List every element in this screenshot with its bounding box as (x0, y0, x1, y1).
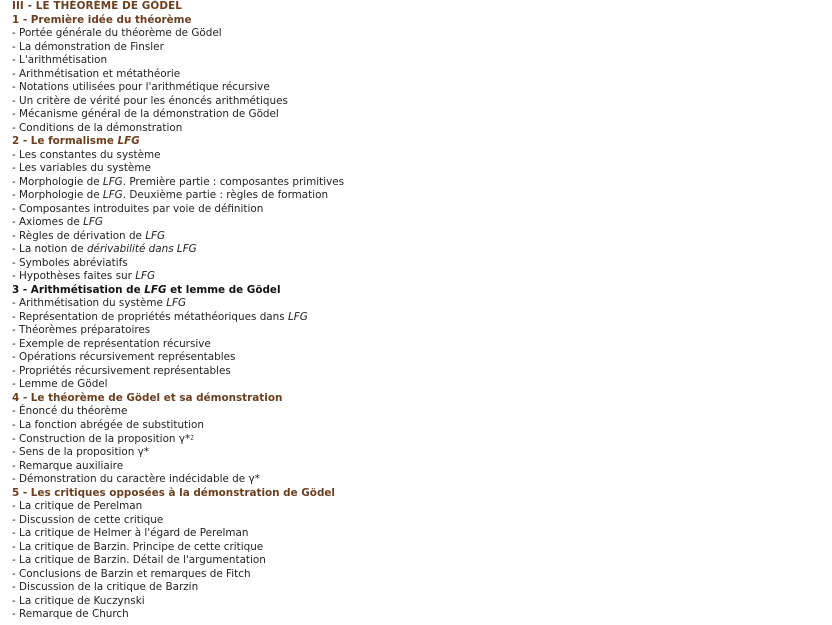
text-segment: - Démonstration du caractère indécidable de γ* (12, 473, 260, 486)
toc-item[interactable] (12, 122, 832, 136)
toc-item-link[interactable] (12, 595, 145, 607)
toc-item-link[interactable] (12, 81, 270, 93)
text-segment: 5 - Les critiques opposées à la démonstration de Gödel (12, 486, 335, 499)
text-segment: - Sens de la proposition γ* (12, 446, 149, 459)
toc-item[interactable] (12, 54, 832, 68)
text-segment: - Arithmétisation et métathéorie (12, 67, 181, 80)
toc-item-link[interactable] (12, 460, 123, 472)
text-segment: - Morphologie de (12, 175, 103, 188)
section-heading-link[interactable] (12, 284, 281, 296)
page-title: III - LE THÉORÈME DE GÖDEL (12, 0, 182, 12)
text-segment: - Composantes introduites par voie de définition (12, 202, 264, 215)
toc-item[interactable] (12, 338, 832, 352)
text-segment: - Les constantes du système (12, 148, 161, 161)
text-segment: LFG (166, 297, 187, 310)
toc-item-link[interactable] (12, 149, 161, 161)
toc-item-link[interactable] (12, 257, 128, 269)
text-segment: - Conclusions de Barzin et remarques de Fitch (12, 567, 251, 580)
toc-item[interactable] (12, 324, 832, 338)
toc-item-link[interactable] (12, 68, 180, 80)
toc-item[interactable] (12, 149, 832, 163)
text-segment: et lemme de Gödel (166, 283, 281, 296)
section-heading-1[interactable] (12, 14, 832, 28)
text-segment: - La critique de Barzin. Détail de l'argumentation (12, 554, 266, 567)
text-segment: LFG (102, 189, 123, 202)
text-segment: - Axiomes de (12, 216, 84, 229)
toc-item[interactable] (12, 230, 832, 244)
toc-item-link[interactable] (12, 162, 151, 174)
toc-item[interactable] (12, 595, 832, 609)
toc-item-link[interactable] (12, 95, 288, 107)
toc-item[interactable] (12, 216, 832, 230)
text-segment: - Théorèmes préparatoires (12, 324, 151, 337)
text-segment: - Discussion de cette critique (12, 513, 164, 526)
toc-item-link[interactable] (12, 446, 149, 458)
toc-item[interactable] (12, 41, 832, 55)
toc-item-link[interactable] (12, 554, 266, 566)
text-segment: LFG (102, 175, 123, 188)
toc-item-link[interactable] (12, 243, 197, 255)
text-segment: LFG (145, 229, 166, 242)
toc-item[interactable] (12, 81, 832, 95)
toc-item-link[interactable] (12, 527, 248, 539)
toc-item[interactable] (12, 311, 832, 325)
toc-item-link[interactable] (12, 189, 328, 201)
toc-item-link[interactable] (12, 41, 164, 53)
text-segment: - Discussion de la critique de Barzin (12, 581, 199, 594)
text-segment: LFG (83, 216, 103, 229)
toc-item[interactable] (12, 405, 832, 419)
toc-item-link[interactable] (12, 203, 263, 215)
section-heading-link[interactable] (12, 14, 192, 26)
toc-item[interactable] (12, 378, 832, 392)
text-segment: - Construction de la proposition γ*⁲ (12, 432, 194, 445)
toc-item[interactable] (12, 68, 832, 82)
text-segment: - La démonstration de Finsler (12, 40, 164, 53)
text-segment: - Énoncé du théorème (12, 405, 128, 418)
toc-item-link[interactable] (12, 500, 142, 512)
toc-item[interactable] (12, 270, 832, 284)
toc-item[interactable] (12, 608, 832, 622)
text-segment: 2 - Le formalisme (12, 135, 118, 148)
toc-item[interactable] (12, 297, 832, 311)
text-segment: 4 - Le théorème de Gödel et sa démonstration (12, 391, 283, 404)
toc-item[interactable] (12, 95, 832, 109)
text-segment: - La critique de Helmer à l'égard de Perelman (12, 527, 249, 540)
section-heading-5[interactable] (12, 487, 832, 501)
section-heading-link[interactable] (12, 392, 282, 404)
text-segment: . Deuxième partie : règles de formation (122, 189, 329, 202)
text-segment: - Règles de dérivation de (12, 229, 146, 242)
toc-item[interactable] (12, 433, 832, 447)
toc-item-link[interactable] (12, 270, 155, 282)
toc-item[interactable] (12, 419, 832, 433)
text-segment: - Notations utilisées pour l'arithmétique récursive (12, 81, 270, 94)
text-segment: LFG (117, 135, 140, 148)
text-segment: - Mécanisme général de la démonstration de Gödel (12, 108, 279, 121)
text-segment: - Remarque de Church (12, 608, 129, 621)
toc-item-link[interactable] (12, 541, 263, 553)
toc-item-link[interactable] (12, 351, 235, 363)
text-segment: - Portée générale du théorème de Gödel (12, 27, 222, 40)
toc-item[interactable] (12, 568, 832, 582)
text-segment: - La critique de Perelman (12, 500, 143, 513)
toc-item[interactable] (12, 189, 832, 203)
text-segment: - Représentation de propriétés métathéoriques dans (12, 310, 288, 323)
toc-item-link[interactable] (12, 581, 198, 593)
text-segment: - La critique de Barzin. Principe de cette critique (12, 540, 264, 553)
toc-item-link[interactable] (12, 338, 211, 350)
toc-sections (12, 14, 832, 622)
text-segment: - La notion de (12, 243, 87, 256)
text-segment: - La fonction abrégée de substitution (12, 418, 204, 431)
toc-item-link[interactable] (12, 108, 279, 120)
toc-item[interactable] (12, 162, 832, 176)
toc-item-link[interactable] (12, 514, 163, 526)
text-segment: - Lemme de Gödel (12, 378, 108, 391)
toc-item[interactable] (12, 203, 832, 217)
toc-item-link[interactable] (12, 378, 108, 390)
toc-item-link[interactable] (12, 311, 308, 323)
toc-item-link[interactable] (12, 324, 150, 336)
text-segment: - Conditions de la démonstration (12, 121, 183, 134)
text-segment: 1 - Première idée du théorème (12, 13, 192, 26)
toc-item[interactable] (12, 257, 832, 271)
toc-item[interactable] (12, 554, 832, 568)
toc-item-link[interactable] (12, 365, 231, 377)
text-segment: - Les variables du système (12, 162, 151, 175)
text-segment: - Remarque auxiliaire (12, 459, 124, 472)
text-segment: - Hypothèses faites sur (12, 270, 136, 283)
toc-item[interactable] (12, 527, 832, 541)
toc-item-link[interactable] (12, 122, 182, 134)
text-segment: - Opérations récursivement représentables (12, 351, 236, 364)
toc-item[interactable] (12, 108, 832, 122)
text-segment: LFG (135, 270, 156, 283)
section-heading-link[interactable] (12, 135, 140, 147)
text-segment: dérivabilité dans LFG (86, 243, 197, 256)
text-segment: LFG (144, 283, 167, 296)
section-heading-4[interactable] (12, 392, 832, 406)
toc-item-link[interactable] (12, 405, 127, 417)
toc-item[interactable] (12, 27, 832, 41)
toc-item-link[interactable] (12, 27, 222, 39)
toc-item[interactable] (12, 581, 832, 595)
section-heading-3[interactable] (12, 284, 832, 298)
toc-item-link[interactable] (12, 433, 194, 445)
toc-item-link[interactable] (12, 216, 103, 228)
toc-item-link[interactable] (12, 176, 344, 188)
toc-item-link[interactable] (12, 473, 260, 485)
text-segment: - La critique de Kuczynski (12, 594, 145, 607)
text-segment: . Première partie : composantes primitives (122, 175, 345, 188)
text-segment: - Arithmétisation du système (12, 297, 167, 310)
section-heading-2[interactable] (12, 135, 832, 149)
toc-item[interactable] (12, 446, 832, 460)
text-segment: - Exemple de représentation récursive (12, 337, 211, 350)
toc-item[interactable] (12, 460, 832, 474)
text-segment: - Propriétés récursivement représentables (12, 364, 231, 377)
toc-item[interactable] (12, 365, 832, 379)
toc-item[interactable] (12, 176, 832, 190)
toc-item[interactable] (12, 351, 832, 365)
toc-item-link[interactable] (12, 230, 165, 242)
toc-item-link[interactable] (12, 54, 107, 66)
toc-item-link[interactable] (12, 568, 251, 580)
text-segment: - Symboles abréviatifs (12, 256, 128, 269)
toc-item-link[interactable] (12, 419, 204, 431)
toc-item-link[interactable] (12, 297, 186, 309)
text-segment: - Morphologie de (12, 189, 103, 202)
toc-item[interactable] (12, 541, 832, 555)
text-segment: LFG (287, 310, 308, 323)
toc-item[interactable] (12, 514, 832, 528)
toc-item[interactable] (12, 500, 832, 514)
text-segment: - L'arithmétisation (12, 54, 108, 67)
toc-item-link[interactable] (12, 608, 129, 620)
section-heading-link[interactable] (12, 487, 335, 499)
toc-item[interactable] (12, 473, 832, 487)
text-segment: - Un critère de vérité pour les énoncés arithmétiques (12, 94, 288, 107)
toc-item[interactable] (12, 243, 832, 257)
text-segment: 3 - Arithmétisation de (12, 283, 145, 296)
